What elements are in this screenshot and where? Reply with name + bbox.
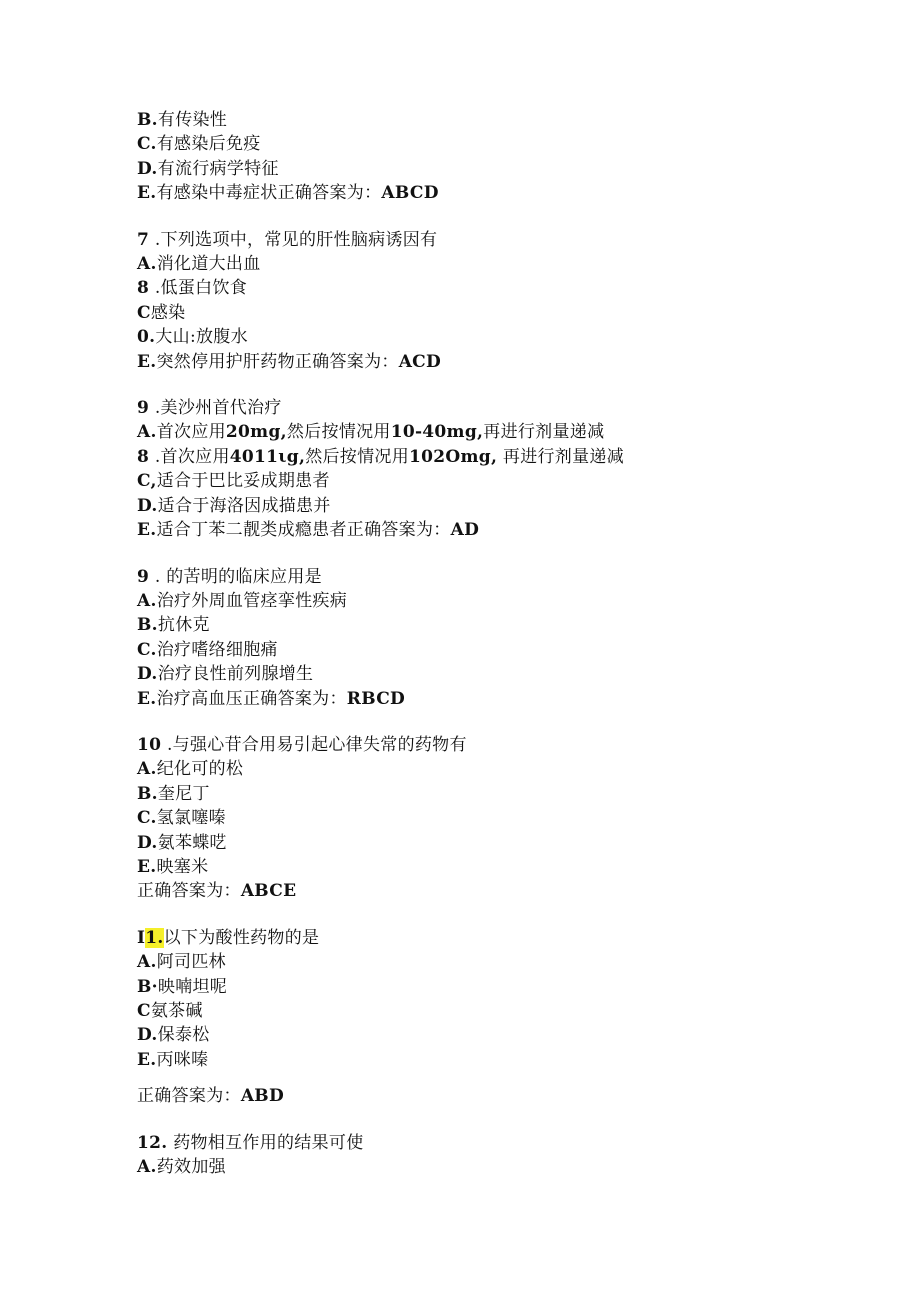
question-9b: 9 . 的苦明的临床应用是 [137, 566, 322, 587]
option-e: E.丙咪嗪 [137, 1049, 209, 1070]
option-c: C感染 [137, 302, 186, 323]
option-e: E.映塞米 [137, 856, 209, 877]
question-12: 12. 药物相互作用的结果可使 [137, 1132, 364, 1153]
option-e-answer: E.适合丁苯二靓类成瘾患者正确答案为：AD [137, 520, 480, 541]
spacer [137, 904, 857, 926]
spacer [137, 711, 857, 733]
option-a: A.治疗外周血管痉挛性疾病 [137, 590, 348, 611]
document-page [137, 108, 857, 1179]
spacer [137, 1072, 857, 1084]
spacer [137, 206, 857, 228]
question-10: 10 .与强心苷合用易引起心律失常的药物有 [137, 734, 467, 755]
question-11: I1.以下为酸性药物的是 [137, 927, 320, 948]
spacer [137, 374, 857, 396]
option-8: 8 .低蛋白饮食 [137, 278, 248, 299]
option-a: A.阿司匹林 [137, 952, 226, 973]
question-9a: 9 .美沙州首代治疗 [137, 398, 282, 419]
option-a: A.消化道大出血 [137, 254, 261, 275]
option-c: C.有感染后免疫 [137, 134, 261, 155]
option-d: D.治疗良性前列腺增生 [137, 664, 314, 685]
option-c: C氨茶碱 [137, 1001, 203, 1021]
option-b: B.抗休克 [137, 615, 210, 636]
option-d: D.保泰松 [137, 1025, 210, 1046]
option-e-answer: E.有感染中毒症状正确答案为：ABCD [137, 183, 439, 204]
option-b: B.有传染性 [137, 110, 228, 130]
spacer [137, 543, 857, 565]
option-e-answer: E.突然停用护肝药物正确答案为：ACD [137, 351, 442, 372]
option-0: 0.大山:放腹水 [137, 327, 248, 348]
option-a: A.药效加强 [137, 1157, 226, 1178]
question-7: 7 .下列选项中，常见的肝性脑病诱因有 [137, 229, 438, 250]
option-a: A.首次应用20mg,然后按情况用10-40mg,再进行剂量递减 [137, 422, 605, 443]
option-8: 8 .首次应用4011ιg,然后按情况用102Omg, 再进行剂量递减 [137, 446, 625, 467]
option-b: B.奎尼丁 [137, 783, 210, 804]
option-c: C.氢氯噻嗪 [137, 808, 226, 829]
option-c: C,适合于巴比妥成期患者 [137, 471, 330, 492]
option-b: B·映喃坦呢 [137, 976, 228, 997]
option-d: D.有流行病学特征 [137, 158, 279, 179]
option-d: D.氨苯蝶呓 [137, 832, 227, 853]
option-e-answer: E.治疗高血压正确答案为：RBCD [137, 688, 406, 709]
spacer [137, 1109, 857, 1131]
answer-line: 正确答案为：ABD [137, 1086, 285, 1107]
option-d: D.适合于海洛因成描患并 [137, 495, 331, 516]
answer-line: 正确答案为：ABCE [137, 881, 297, 902]
option-a: A.纪化可的松 [137, 759, 244, 780]
option-c: C.治疗嗜络细胞痛 [137, 639, 278, 660]
highlight-mark: 1. [145, 927, 164, 948]
